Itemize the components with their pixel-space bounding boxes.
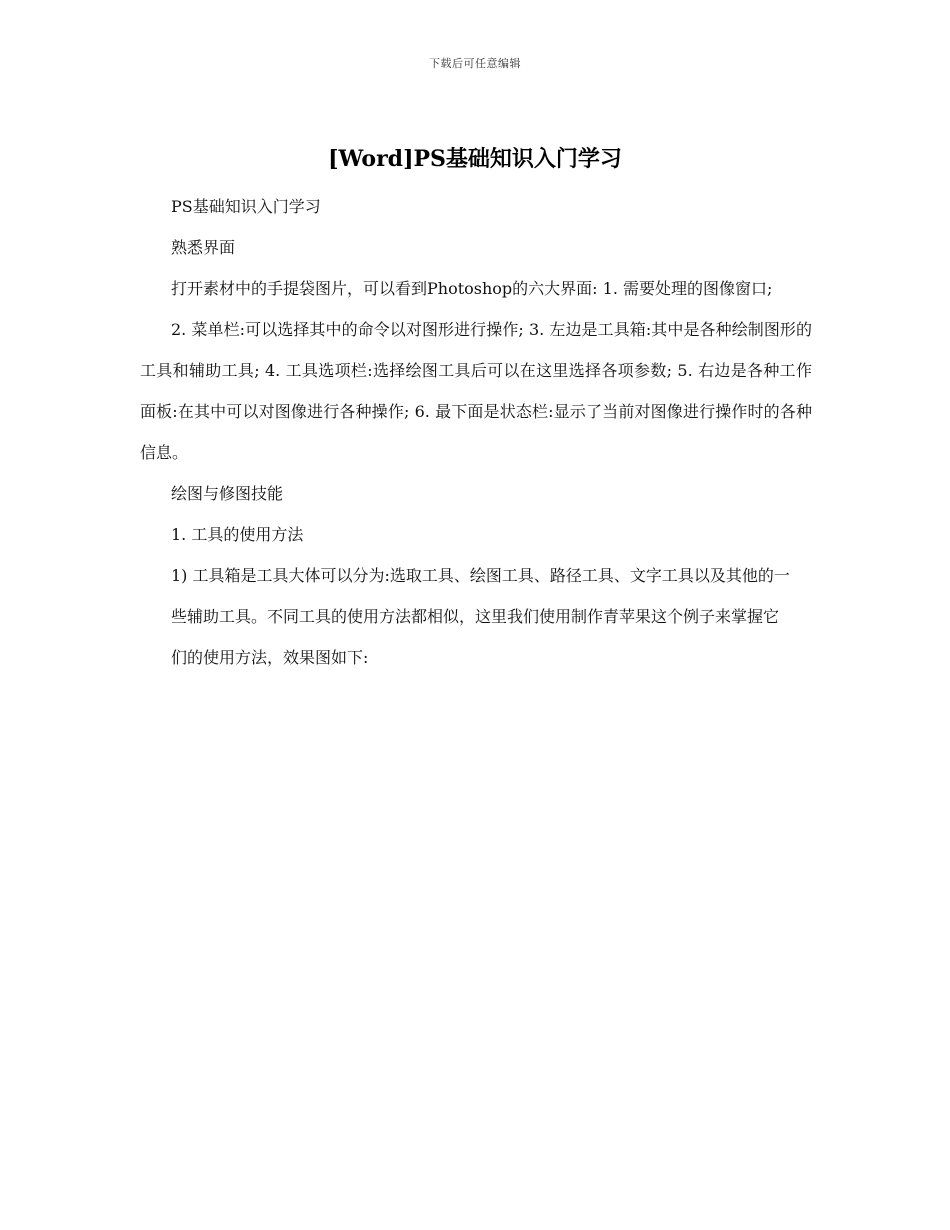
document-body bbox=[140, 186, 812, 678]
paragraph-toolbox-categories: 1) 工具箱是工具大体可以分为:选取工具、绘图工具、路径工具、文字工具以及其他的一 bbox=[171, 566, 790, 585]
paragraph-subtitle: PS基础知识入门学习 bbox=[171, 197, 321, 216]
paragraph-tool-usage-heading: 1. 工具的使用方法 bbox=[171, 525, 304, 544]
paragraph-interface-list: 2. 菜单栏:可以选择其中的命令以对图形进行操作; 3. 左边是工具箱:其中是各种绘制图形的工具和辅助工具; 4. 工具选项栏:选择绘图工具后可以在这里选择各项参数; 5. 右边是各种工作面板:在其中可以对图像进行各种操作; 6. 最下面是状态栏:显示了当前对图像进行操作时的各种信息。 bbox=[140, 320, 812, 462]
document-title: [Word]PS基础知识入门学习 bbox=[328, 146, 622, 172]
paragraph-effect-preview: 们的使用方法，效果图如下: bbox=[171, 648, 369, 667]
paragraph-section-skills: 绘图与修图技能 bbox=[171, 484, 284, 503]
page-header: 下载后可任意编辑 bbox=[429, 57, 521, 70]
paragraph-interface-intro: 打开素材中的手提袋图片，可以看到Photoshop的六大界面: 1. 需要处理的图像窗口; bbox=[171, 279, 773, 298]
paragraph-section-interface: 熟悉界面 bbox=[171, 238, 236, 257]
paragraph-apple-example: 些辅助工具。不同工具的使用方法都相似，这里我们使用制作青苹果这个例子来掌握它 bbox=[171, 607, 780, 626]
